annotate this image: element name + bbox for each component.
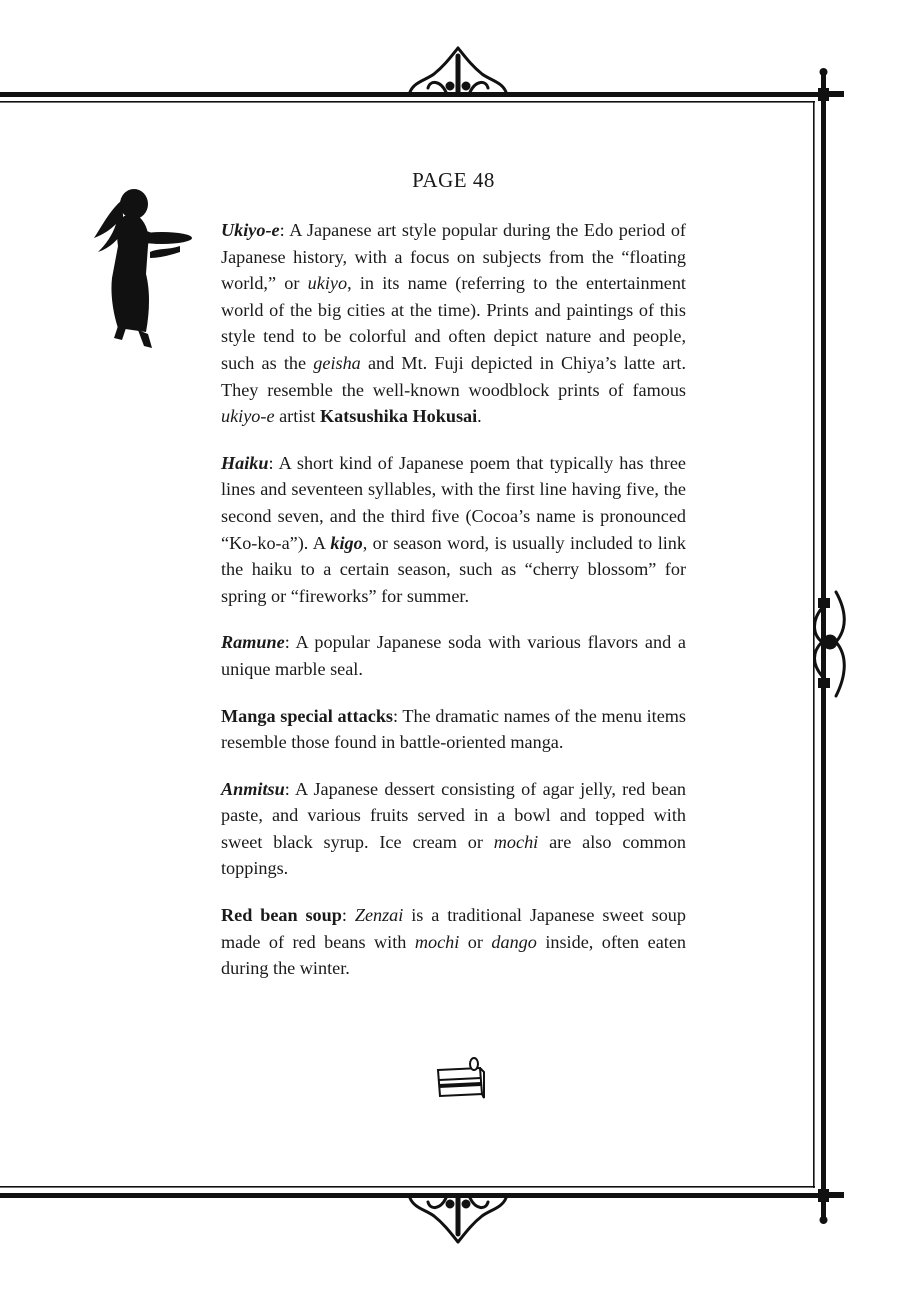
- glossary-term: Haiku: [221, 452, 269, 473]
- bottom-rule-thin: [0, 1186, 815, 1188]
- glossary-italic: ukiyo-e: [221, 406, 275, 427]
- bottom-ornament-icon: [410, 1198, 506, 1242]
- glossary-entry-haiku: [221, 450, 686, 610]
- top-rule-thick: [0, 92, 838, 97]
- glossary-italic: mochi: [493, 831, 539, 852]
- glossary-term: Red bean soup: [221, 905, 342, 926]
- glossary-text: , in its name (referring to the entertainment world of the big cities at the time). Prints and paintings of this style tend to be colorful and often depict nature and people, such as the: [221, 273, 686, 373]
- top-rule-thin: [0, 101, 815, 103]
- glossary-entry-ukiyo-e: [221, 217, 686, 430]
- girl-silhouette-icon: [88, 186, 198, 354]
- glossary-text: or: [459, 931, 492, 952]
- right-rule-thin: [813, 101, 815, 1188]
- glossary-text: is a traditional Japanese sweet soup made of red beans with: [221, 905, 686, 952]
- glossary-bold: Katsushika Hokusai: [319, 406, 478, 427]
- glossary-term: Ukiyo-e: [221, 220, 280, 240]
- glossary-bold-italic: kigo: [330, 532, 363, 553]
- glossary-text: : A short kind of Japanese poem that typically has three lines and seventeen syllables, with the first line having five, the second seven, and the third five (Cocoa’s name is pronounced “Ko-ko-a”). A: [221, 452, 686, 553]
- glossary-italic: geisha: [313, 352, 361, 373]
- glossary-italic: mochi: [414, 931, 460, 952]
- glossary-entry-manga-special-attacks: [221, 703, 686, 756]
- glossary-italic: ukiyo: [307, 273, 348, 294]
- glossary-italic: Zenzai: [354, 905, 404, 926]
- glossary-italic: dango: [491, 931, 537, 952]
- glossary-text: .: [477, 406, 482, 427]
- glossary-text: : A Japanese art style popular during the Edo period of Japanese history, with a focus on subjects from the “floating world,” or: [221, 220, 686, 294]
- cake-slice-icon: [434, 1054, 486, 1102]
- glossary-text: are also common toppings.: [221, 831, 687, 879]
- glossary-text: : A Japanese dessert consisting of agar jelly, red bean paste, and various fruits served in a bowl and topped with sweet black syrup. Ice cream or: [221, 778, 686, 852]
- glossary-text: :: [341, 905, 355, 926]
- bottom-rule-thick: [0, 1193, 838, 1198]
- glossary-text: , or season word, is usually included to link the haiku to a certain season, such as “cherry blossom” for spring or “fireworks” for summer.: [221, 532, 686, 606]
- glossary-text: inside, often eaten during the winter.: [221, 931, 686, 979]
- glossary-term: Manga special attacks: [221, 705, 394, 726]
- page-title: PAGE 48: [412, 168, 495, 192]
- glossary-entry-red-bean-soup: [221, 902, 686, 982]
- glossary-term: Anmitsu: [221, 778, 285, 799]
- glossary-text: : The dramatic names of the menu items resemble those found in battle-oriented manga.: [221, 705, 686, 753]
- glossary-text: and Mt. Fuji depicted in Chiya’s latte art. They resemble the well-known woodblock prints of famous: [221, 352, 686, 400]
- glossary-text: : A popular Japanese soda with various flavors and a unique marble seal.: [221, 632, 686, 679]
- glossary-content: [221, 217, 686, 1002]
- corner-finial-bottom: [818, 1189, 844, 1224]
- glossary-text: artist: [274, 406, 320, 427]
- glossary-term: Ramune: [221, 632, 285, 653]
- glossary-entry-ramune: [221, 629, 686, 682]
- glossary-entry-anmitsu: [221, 776, 686, 882]
- side-ornament-icon: [815, 592, 845, 696]
- top-ornament-icon: [410, 48, 506, 92]
- corner-finial-top: [818, 68, 844, 101]
